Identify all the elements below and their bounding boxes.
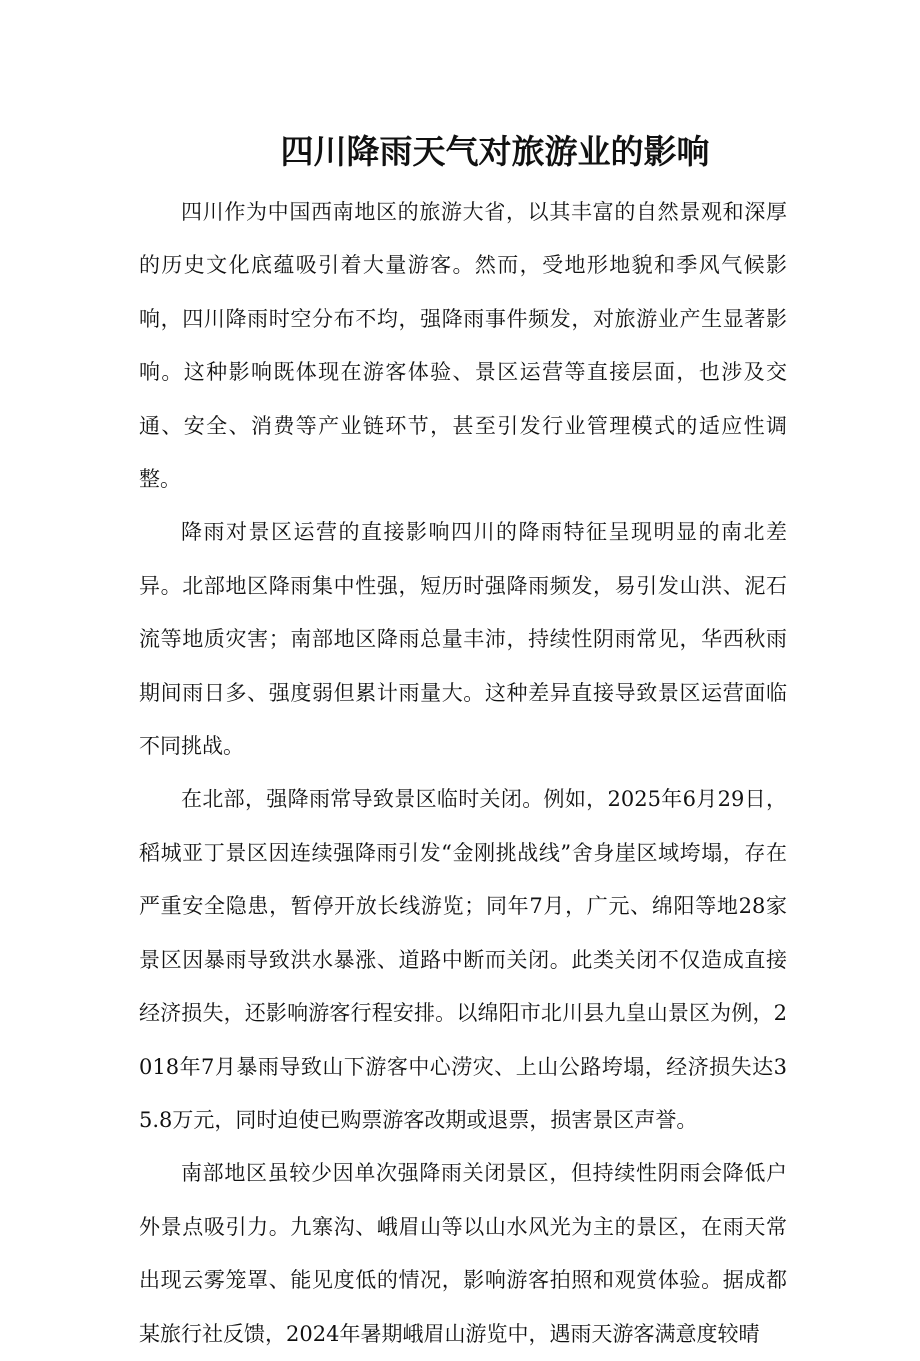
paragraph-regional-difference: 降雨对景区运营的直接影响四川的降雨特征呈现明显的南北差异。北部地区降雨集中性强，短历时强降雨频发，易引发山洪、泥石流等地质灾害；南部地区降雨总量丰沛，持续性阴雨常见，华西秋雨期间雨日多、强度弱但累计雨量大。这种差异直接导致景区运营面临不同挑战。 [139, 520, 787, 759]
document-body [139, 186, 787, 1361]
paragraph-south-rain: 南部地区虽较少因单次强降雨关闭景区，但持续性阴雨会降低户外景点吸引力。九寨沟、峨眉山等以山水风光为主的景区，在雨天常出现云雾笼罩、能见度低的情况，影响游客拍照和观赏体验。据成都某旅行社反馈，2024年暑期峨眉山游览中，遇雨天游客满意度较晴 [139, 1161, 787, 1346]
paragraph-north-closures: 在北部，强降雨常导致景区临时关闭。例如，2025年6月29日，稻城亚丁景区因连续强降雨引发“金刚挑战线”舍身崖区域垮塌，存在严重安全隐患，暂停开放长线游览；同年7月，广元、绵阳等地28家景区因暴雨导致洪水暴涨、道路中断而关闭。此类关闭不仅造成直接经济损失，还影响游客行程安排。以绵阳市北川县九皇山景区为例，2018年7月暴雨导致山下游客中心涝灾、上山公路垮塌，经济损失达35.8万元，同时迫使已购票游客改期或退票，损害景区声誉。 [139, 787, 787, 1132]
paragraph-intro: 四川作为中国西南地区的旅游大省，以其丰富的自然景观和深厚的历史文化底蕴吸引着大量游客。然而，受地形地貌和季风气候影响，四川降雨时空分布不均，强降雨事件频发，对旅游业产生显著影响。这种影响既体现在游客体验、景区运营等直接层面，也涉及交通、安全、消费等产业链环节，甚至引发行业管理模式的适应性调整。 [139, 200, 787, 492]
document-title: 四川降雨天气对旅游业的影响 [280, 132, 710, 171]
